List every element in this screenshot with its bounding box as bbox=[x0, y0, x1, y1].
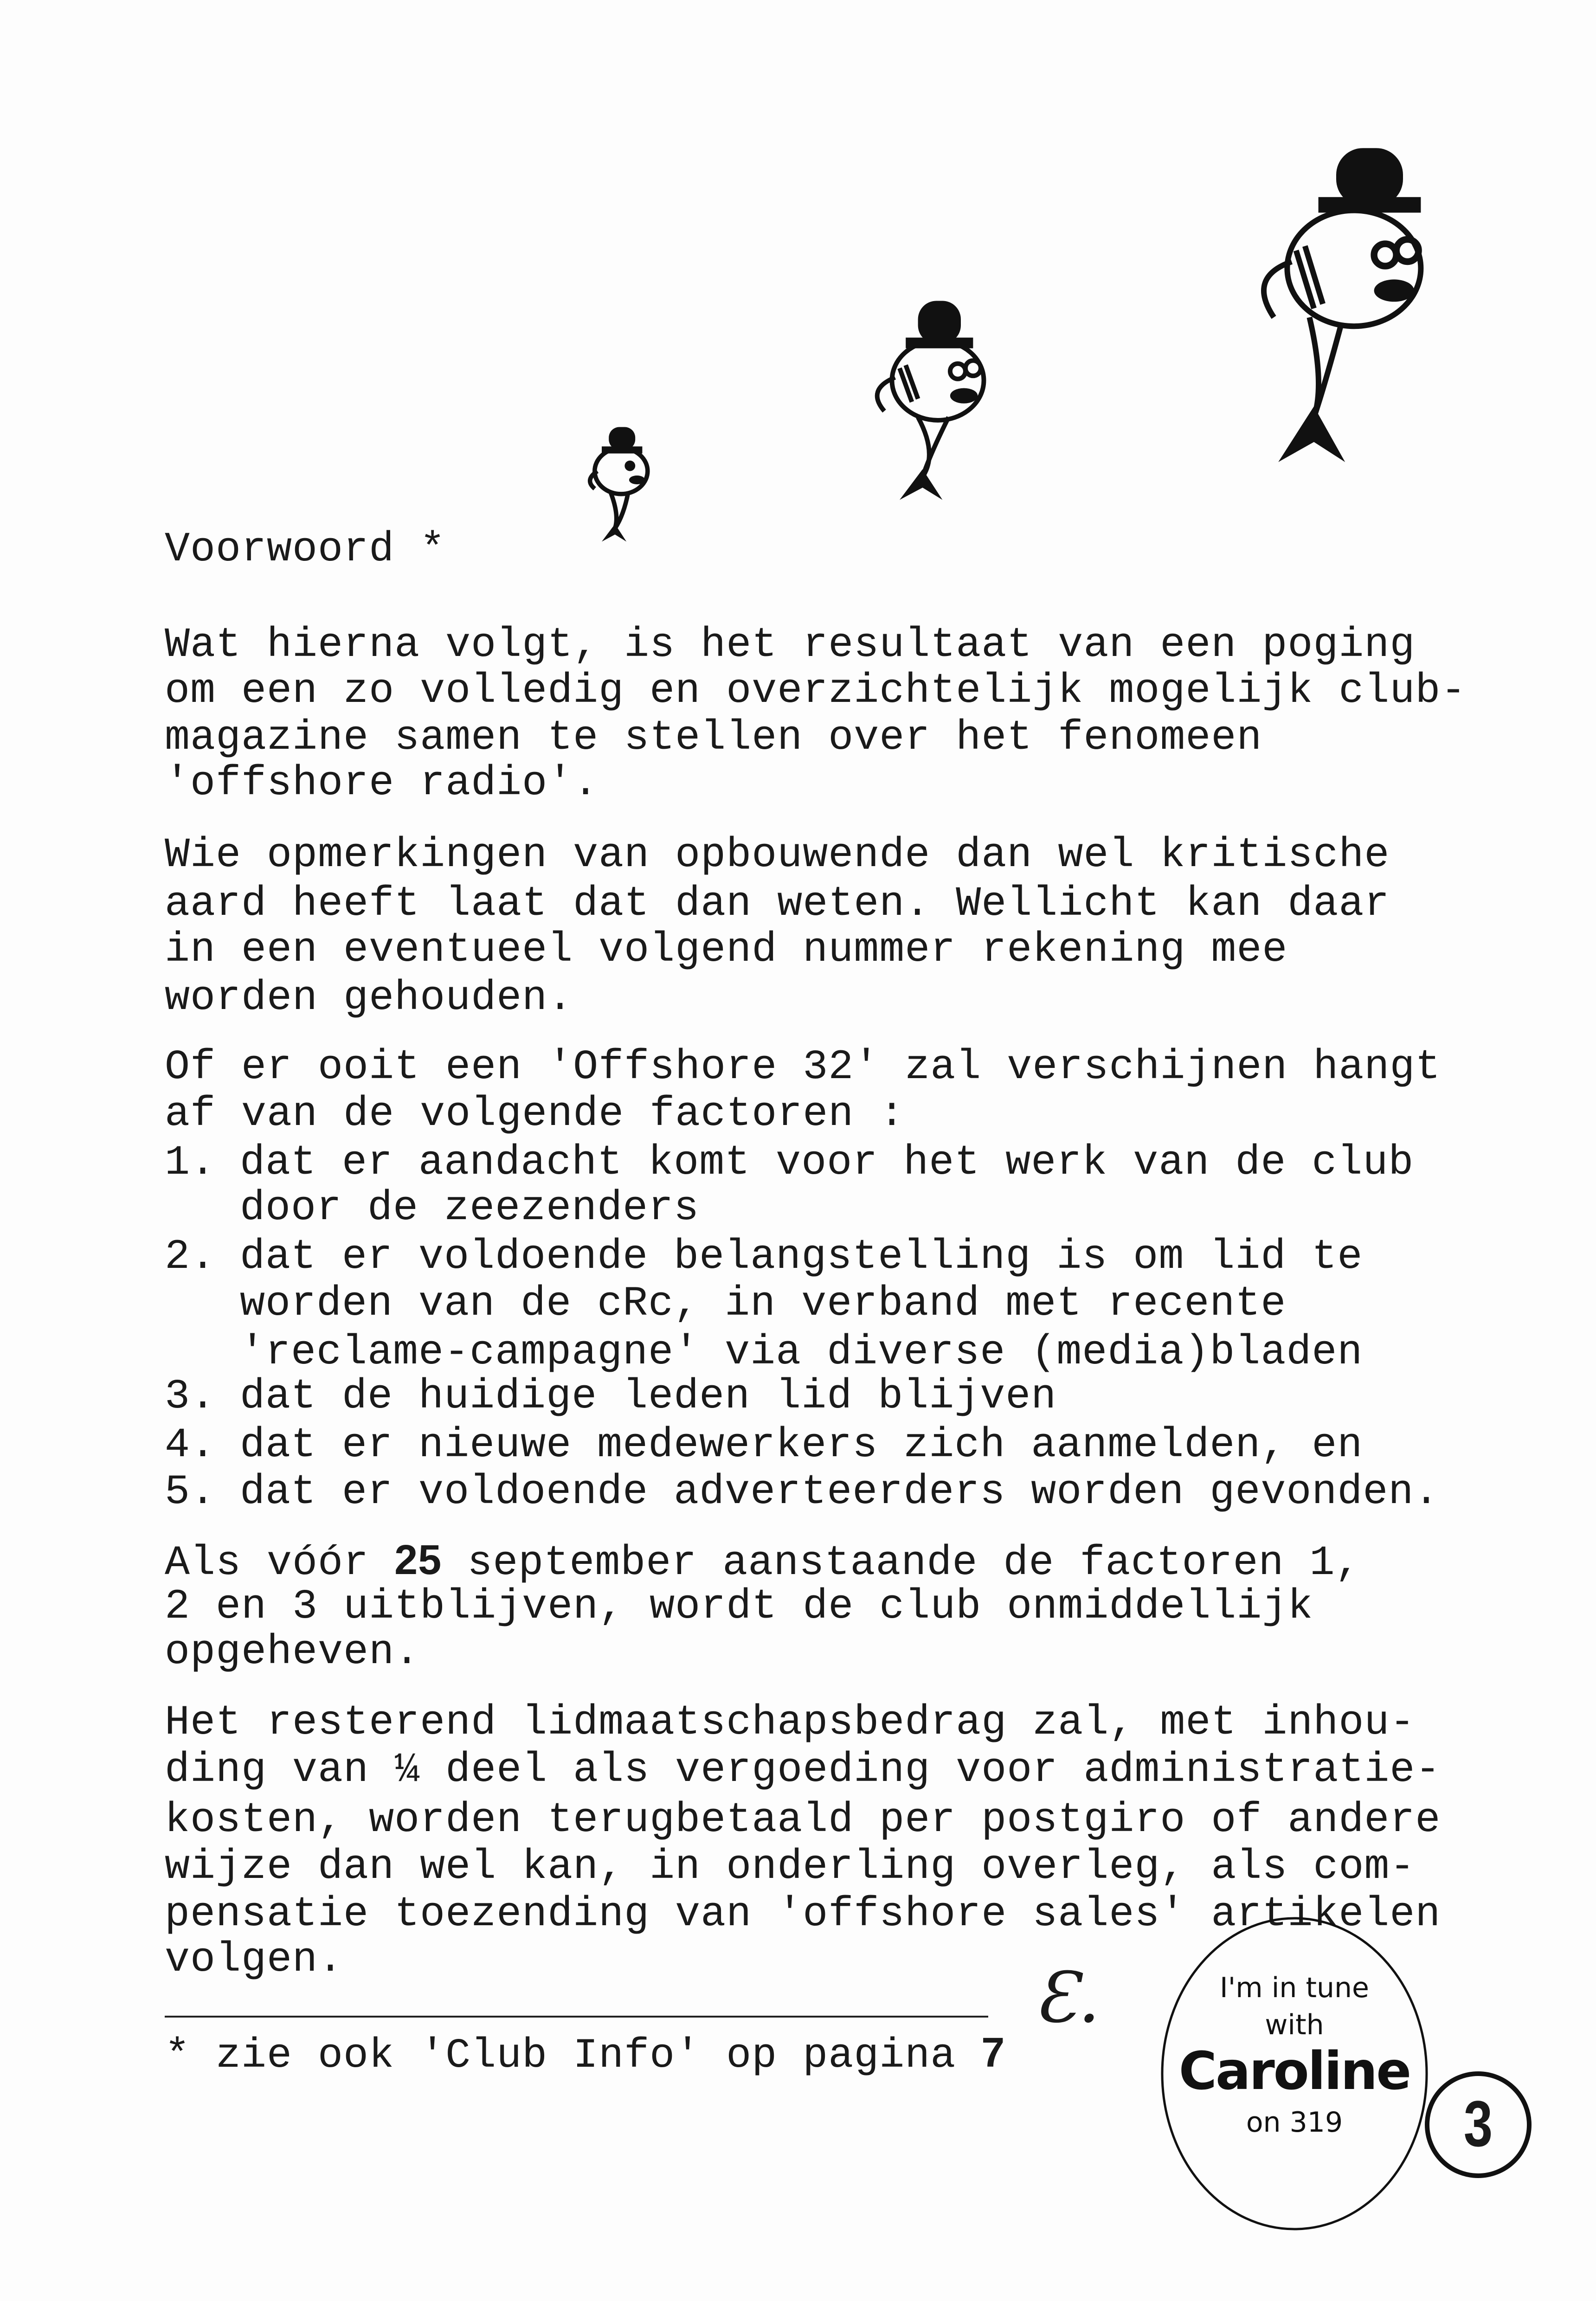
paragraph-line: wijze dan wel kan, in onderling overleg, als com- bbox=[165, 1844, 1416, 1891]
factor-line: dat er voldoende belangstelling is om lid te bbox=[240, 1234, 1363, 1281]
factor-number: 1. bbox=[165, 1139, 216, 1187]
paragraph-line: Het resterend lidmaatschapsbedrag zal, met inhou- bbox=[165, 1699, 1416, 1747]
factor-line: dat er aandacht komt voor het werk van de club bbox=[240, 1139, 1414, 1187]
badge-brand: Caroline bbox=[1178, 2041, 1410, 2102]
badge-line4: on 319 bbox=[1246, 2106, 1343, 2139]
factor-line: door de zeezenders bbox=[240, 1185, 700, 1232]
paragraph-line: pensatie toezending van 'offshore sales' artikelen bbox=[165, 1891, 1441, 1938]
heading: Voorwoord * bbox=[165, 526, 446, 573]
paragraph-line: 'offshore radio'. bbox=[165, 760, 599, 807]
paragraph-line: Of er ooit een 'Offshore 32' zal verschijnen hangt bbox=[165, 1044, 1441, 1091]
badge-line2: with bbox=[1265, 2009, 1324, 2041]
deadline-pre: Als vóór bbox=[165, 1540, 395, 1587]
paragraph-line: Wie opmerkingen van opbouwende dan wel kritische bbox=[165, 832, 1390, 879]
footnote-page: 7 bbox=[981, 2030, 1005, 2076]
deadline-date: 25 bbox=[394, 1537, 442, 1583]
factor-line: dat de huidige leden lid blijven bbox=[240, 1373, 1057, 1420]
paragraph-line: af van de volgende factoren : bbox=[165, 1091, 905, 1138]
paragraph-line: magazine samen te stellen over het fenomeen bbox=[165, 714, 1262, 762]
fish-medium-icon bbox=[854, 269, 1007, 501]
factor-line: 'reclame-campagne' via diverse (media)bladen bbox=[240, 1329, 1363, 1376]
factor-number: 3. bbox=[165, 1373, 216, 1420]
paragraph-line: worden gehouden. bbox=[165, 975, 573, 1022]
deadline-post: september aanstaande de factoren 1, bbox=[442, 1540, 1361, 1587]
paragraph-line: aard heeft laat dat dan weten. Wellicht kan daar bbox=[165, 881, 1390, 928]
footnote-divider bbox=[165, 2016, 988, 2018]
footnote bbox=[165, 2030, 1005, 2079]
paragraph-line: om een zo volledig en overzichtelijk mogelijk club- bbox=[165, 668, 1467, 715]
paragraph-line: ding van ¼ deel als vergoeding voor administratie- bbox=[165, 1747, 1441, 1794]
factor-number: 5. bbox=[165, 1469, 216, 1516]
paragraph-line: Wat hierna volgt, is het resultaat van een poging bbox=[165, 622, 1416, 669]
badge-line1: I'm in tune bbox=[1220, 1972, 1369, 2004]
footnote-text: * zie ook 'Club Info' op pagina bbox=[165, 2032, 982, 2080]
factor-line: dat er voldoende adverteerders worden gevonden. bbox=[240, 1469, 1440, 1516]
fish-large-icon bbox=[1225, 139, 1448, 473]
paragraph-line: kosten, worden terugbetaald per postgiro of andere bbox=[165, 1797, 1441, 1844]
factor-number: 2. bbox=[165, 1234, 216, 1281]
paragraph-line: volgen. bbox=[165, 1936, 344, 1984]
paragraph-line: in een eventueel volgend nummer rekening mee bbox=[165, 926, 1288, 974]
deadline-line: opgeheven. bbox=[165, 1629, 420, 1676]
factor-number: 4. bbox=[165, 1422, 216, 1469]
fish-small-icon bbox=[575, 408, 663, 543]
signature: Ɛ. bbox=[1035, 1958, 1100, 2038]
page-number: 3 bbox=[1463, 2087, 1493, 2160]
deadline-line: 2 en 3 uitblijven, wordt de club onmiddellijk bbox=[165, 1583, 1313, 1631]
deadline-line bbox=[165, 1537, 1361, 1587]
factor-line: dat er nieuwe medewerkers zich aanmelden, en bbox=[240, 1422, 1363, 1469]
factor-line: worden van de cRc, in verband met recente bbox=[240, 1280, 1287, 1328]
